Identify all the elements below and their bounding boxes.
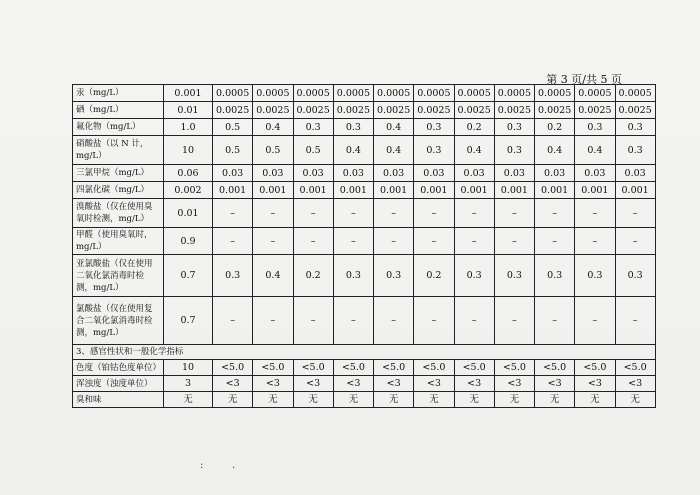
measured-value: 无 (253, 392, 293, 408)
measured-value: 0.0025 (575, 102, 615, 119)
measured-value: 0.03 (615, 165, 655, 182)
measured-value: 0.0025 (333, 102, 373, 119)
measured-value: <3 (253, 376, 293, 392)
measured-value: – (213, 199, 253, 228)
measured-value: 0.03 (575, 165, 615, 182)
indicator-name: 汞（mg/L） (73, 85, 164, 102)
measured-value: – (293, 297, 333, 345)
measured-value: <3 (293, 376, 333, 392)
measured-value: 0.4 (535, 136, 575, 165)
measured-value: 0.2 (414, 255, 454, 297)
indicator-name: 氟化物（mg/L） (73, 119, 164, 136)
scan-mark: : . (200, 460, 236, 471)
measured-value: – (615, 297, 655, 345)
measured-value: – (253, 228, 293, 255)
measured-value: <5.0 (615, 360, 655, 376)
measured-value: <5.0 (374, 360, 414, 376)
section-title: 3、感官性状和一般化学指标 (73, 345, 656, 360)
limit-value: 10 (164, 360, 213, 376)
measured-value: 0.0005 (454, 85, 494, 102)
measured-value: 0.03 (253, 165, 293, 182)
measured-value: 0.4 (253, 119, 293, 136)
measured-value: 0.3 (213, 255, 253, 297)
measured-value: 无 (575, 392, 615, 408)
measured-value: 0.5 (253, 136, 293, 165)
page-number: 第 3 页/共 5 页 (546, 73, 622, 86)
measured-value: – (535, 199, 575, 228)
measured-value: 0.001 (374, 182, 414, 199)
measured-value: – (414, 228, 454, 255)
measured-value: 0.3 (333, 255, 373, 297)
measured-value: 0.0005 (333, 85, 373, 102)
limit-value: 0.9 (164, 228, 213, 255)
indicator-name: 溴酸盐（仅在使用臭氧时检测，mg/L） (73, 199, 164, 228)
table-row (73, 360, 656, 376)
measured-value: 0.0025 (293, 102, 333, 119)
measured-value: 0.03 (494, 165, 534, 182)
measured-value: 0.001 (535, 182, 575, 199)
measured-value: <3 (374, 376, 414, 392)
measured-value: 0.03 (213, 165, 253, 182)
measured-value: 无 (454, 392, 494, 408)
section-row (73, 345, 656, 360)
measured-value: <3 (454, 376, 494, 392)
measured-value: – (575, 199, 615, 228)
measured-value: 0.4 (454, 136, 494, 165)
limit-value: 0.7 (164, 297, 213, 345)
measured-value: – (293, 199, 333, 228)
measured-value: 0.3 (615, 136, 655, 165)
measured-value: – (333, 228, 373, 255)
measured-value: – (494, 297, 534, 345)
measured-value: – (615, 228, 655, 255)
measured-value: – (374, 199, 414, 228)
measured-value: – (615, 199, 655, 228)
measured-value: <5.0 (494, 360, 534, 376)
measured-value: 0.001 (414, 182, 454, 199)
measured-value: 0.001 (494, 182, 534, 199)
measured-value: – (253, 199, 293, 228)
measured-value: 0.3 (374, 255, 414, 297)
measured-value: 0.0005 (414, 85, 454, 102)
measured-value: <3 (213, 376, 253, 392)
measured-value: – (213, 228, 253, 255)
limit-value: 0.002 (164, 182, 213, 199)
measured-value: – (494, 228, 534, 255)
indicator-name: 亚氯酸盐（仅在使用二氧化氯消毒时检测，mg/L） (73, 255, 164, 297)
table-row (73, 297, 656, 345)
measured-value: <5.0 (293, 360, 333, 376)
measured-value: <5.0 (213, 360, 253, 376)
measured-value: – (535, 228, 575, 255)
measured-value: 无 (333, 392, 373, 408)
measured-value: 0.3 (535, 255, 575, 297)
measured-value: 无 (213, 392, 253, 408)
measured-value: – (454, 199, 494, 228)
measured-value: 0.03 (454, 165, 494, 182)
measured-value: <5.0 (575, 360, 615, 376)
measured-value: 0.0025 (535, 102, 575, 119)
measured-value: – (414, 199, 454, 228)
measured-value: 0.5 (293, 136, 333, 165)
table-row (73, 85, 656, 102)
measured-value: 0.0025 (615, 102, 655, 119)
table-row (73, 165, 656, 182)
measured-value: 无 (615, 392, 655, 408)
measured-value: 0.0005 (213, 85, 253, 102)
measured-value: 0.4 (333, 136, 373, 165)
measured-value: – (535, 297, 575, 345)
measured-value: 0.2 (454, 119, 494, 136)
limit-value: 10 (164, 136, 213, 165)
limit-value: 3 (164, 376, 213, 392)
measured-value: <3 (615, 376, 655, 392)
measured-value: <5.0 (414, 360, 454, 376)
measured-value: 无 (374, 392, 414, 408)
limit-value: 0.001 (164, 85, 213, 102)
measured-value: 0.001 (575, 182, 615, 199)
table-row (73, 102, 656, 119)
measured-value: 0.4 (374, 119, 414, 136)
measured-value: 0.0005 (535, 85, 575, 102)
measured-value: – (293, 228, 333, 255)
indicator-name: 氯酸盐（仅在使用复合二氧化氯消毒时检测，mg/L） (73, 297, 164, 345)
measured-value: – (333, 297, 373, 345)
measured-value: <3 (414, 376, 454, 392)
table-row (73, 392, 656, 408)
measured-value: 0.5 (213, 119, 253, 136)
measured-value: 0.03 (414, 165, 454, 182)
measured-value: 0.001 (615, 182, 655, 199)
table-row (73, 136, 656, 165)
limit-value: 0.7 (164, 255, 213, 297)
measured-value: 0.3 (454, 255, 494, 297)
measured-value: 0.3 (494, 119, 534, 136)
measured-value: 0.03 (293, 165, 333, 182)
measured-value: <5.0 (253, 360, 293, 376)
measured-value: <3 (575, 376, 615, 392)
measured-value: 0.03 (374, 165, 414, 182)
measured-value: 0.3 (494, 136, 534, 165)
measured-value: 无 (535, 392, 575, 408)
indicator-name: 四氯化碳（mg/L） (73, 182, 164, 199)
measured-value: 0.2 (535, 119, 575, 136)
measured-value: 0.0025 (253, 102, 293, 119)
indicator-name: 臭和味 (73, 392, 164, 408)
measured-value: 0.3 (615, 119, 655, 136)
measured-value: – (374, 297, 414, 345)
measured-value: <5.0 (454, 360, 494, 376)
measured-value: 0.001 (253, 182, 293, 199)
indicator-name: 硝酸盐（以 N 计，mg/L） (73, 136, 164, 165)
measured-value: 0.0025 (494, 102, 534, 119)
water-quality-table (72, 84, 656, 408)
measured-value: 0.4 (253, 255, 293, 297)
measured-value: 0.5 (213, 136, 253, 165)
measured-value: <5.0 (333, 360, 373, 376)
measured-value: 0.0005 (615, 85, 655, 102)
measured-value: 0.4 (374, 136, 414, 165)
measured-value: – (333, 199, 373, 228)
table-row (73, 255, 656, 297)
limit-value: 0.01 (164, 199, 213, 228)
measured-value: – (414, 297, 454, 345)
measured-value: 0.0025 (213, 102, 253, 119)
measured-value: 0.0005 (494, 85, 534, 102)
measured-value: 0.001 (213, 182, 253, 199)
measured-value: 0.03 (333, 165, 373, 182)
measured-value: – (454, 228, 494, 255)
measured-value: 无 (293, 392, 333, 408)
measured-value: <3 (494, 376, 534, 392)
measured-value: 0.4 (575, 136, 615, 165)
indicator-name: 色度（铂钴色度单位） (73, 360, 164, 376)
measured-value: – (454, 297, 494, 345)
measured-value: – (253, 297, 293, 345)
indicator-name: 甲醛（使用臭氧时，mg/L） (73, 228, 164, 255)
measured-value: – (374, 228, 414, 255)
measured-value: – (213, 297, 253, 345)
limit-value: 0.06 (164, 165, 213, 182)
measured-value: 0.3 (575, 119, 615, 136)
table-row (73, 228, 656, 255)
measured-value: 0.03 (535, 165, 575, 182)
limit-value: 0.01 (164, 102, 213, 119)
measured-value: 0.2 (293, 255, 333, 297)
measured-value: 0.0025 (374, 102, 414, 119)
measured-value: 0.001 (454, 182, 494, 199)
indicator-name: 浑浊度（浊度单位） (73, 376, 164, 392)
measured-value: 0.3 (333, 119, 373, 136)
measured-value: 无 (494, 392, 534, 408)
measured-value: – (575, 228, 615, 255)
measured-value: 0.3 (494, 255, 534, 297)
table-row (73, 119, 656, 136)
measured-value: 0.0025 (414, 102, 454, 119)
measured-value: 0.3 (414, 136, 454, 165)
measured-value: <3 (535, 376, 575, 392)
measured-value: 无 (414, 392, 454, 408)
measured-value: 0.001 (333, 182, 373, 199)
measured-value: <3 (333, 376, 373, 392)
measured-value: – (494, 199, 534, 228)
measured-value: 0.3 (615, 255, 655, 297)
measured-value: <5.0 (535, 360, 575, 376)
measured-value: 0.0005 (253, 85, 293, 102)
limit-value: 无 (164, 392, 213, 408)
table-row (73, 182, 656, 199)
table-row (73, 199, 656, 228)
measured-value: – (575, 297, 615, 345)
measured-value: 0.001 (293, 182, 333, 199)
measured-value: 0.0005 (575, 85, 615, 102)
measured-value: 0.0005 (374, 85, 414, 102)
limit-value: 1.0 (164, 119, 213, 136)
measured-value: 0.3 (293, 119, 333, 136)
table-row (73, 376, 656, 392)
measured-value: 0.0005 (293, 85, 333, 102)
indicator-name: 三氯甲烷（mg/L） (73, 165, 164, 182)
measured-value: 0.3 (575, 255, 615, 297)
measured-value: 0.0025 (454, 102, 494, 119)
indicator-name: 硒（mg/L） (73, 102, 164, 119)
measured-value: 0.3 (414, 119, 454, 136)
